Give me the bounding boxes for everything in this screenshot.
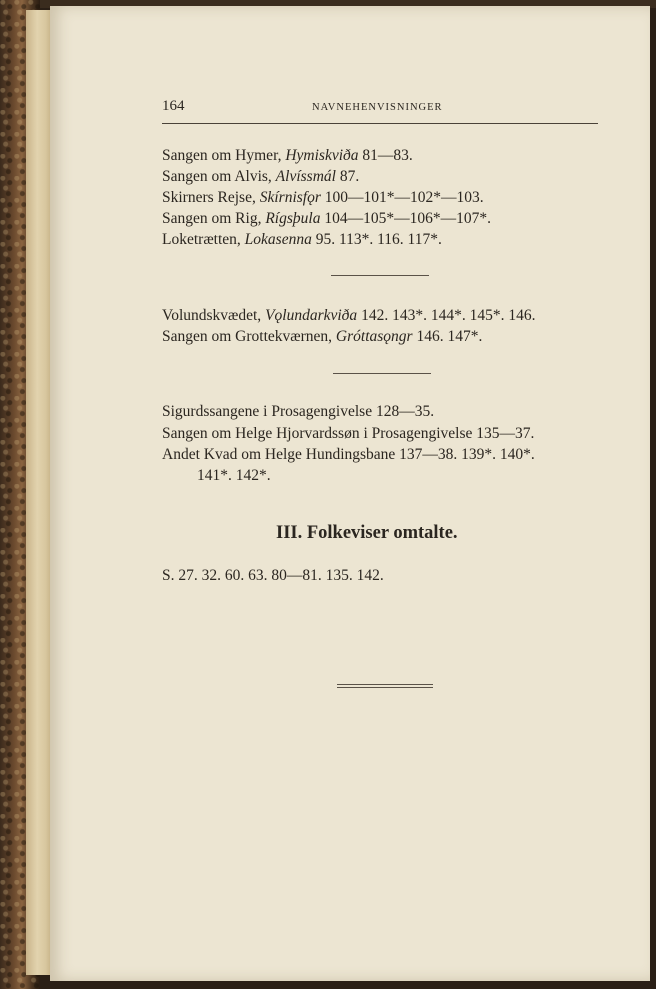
running-head: NAVNEHENVISNINGER bbox=[312, 102, 443, 113]
separator-rule bbox=[331, 275, 429, 276]
entry-line: Sangen om Grottekværnen, Gróttasǫngr 146. 147*. bbox=[162, 328, 483, 345]
entry-line: Sangen om Helge Hjorvardssøn i Prosagengivelse 135—37. bbox=[162, 425, 535, 442]
page-header bbox=[162, 98, 598, 122]
entry-line: Volundskvædet, Vǫlundarkviða 142. 143*. 144*. 145*. 146. bbox=[162, 307, 536, 324]
entry-line: Sigurdssangene i Prosagengivelse 128—35. bbox=[162, 403, 435, 420]
page-number: 164 bbox=[162, 98, 185, 114]
section-title: III. Folkeviser omtalte. bbox=[276, 523, 458, 543]
entry-line: Loketrætten, Lokasenna 95. 113*. 116. 117*. bbox=[162, 231, 442, 248]
entry-line: Sangen om Alvis, Alvíssmál 87. bbox=[162, 168, 360, 185]
header-rule bbox=[162, 123, 598, 124]
entry-line: Andet Kvad om Helge Hundingsbane 137—38. 139*. 140*. bbox=[162, 446, 535, 463]
entry-line-continued: 141*. 142*. bbox=[197, 467, 271, 484]
separator-rule bbox=[333, 373, 431, 374]
end-rule-bottom bbox=[337, 687, 433, 688]
entry-line: Sangen om Hymer, Hymiskviða 81—83. bbox=[162, 147, 413, 164]
entry-line: Skirners Rejse, Skírnisfǫr 100—101*—102*—103. bbox=[162, 189, 484, 206]
section-refs: S. 27. 32. 60. 63. 80—81. 135. 142. bbox=[162, 567, 384, 584]
entry-line: Sangen om Rig, Rígsþula 104—105*—106*—107*. bbox=[162, 210, 491, 227]
end-rule-top bbox=[337, 684, 433, 685]
